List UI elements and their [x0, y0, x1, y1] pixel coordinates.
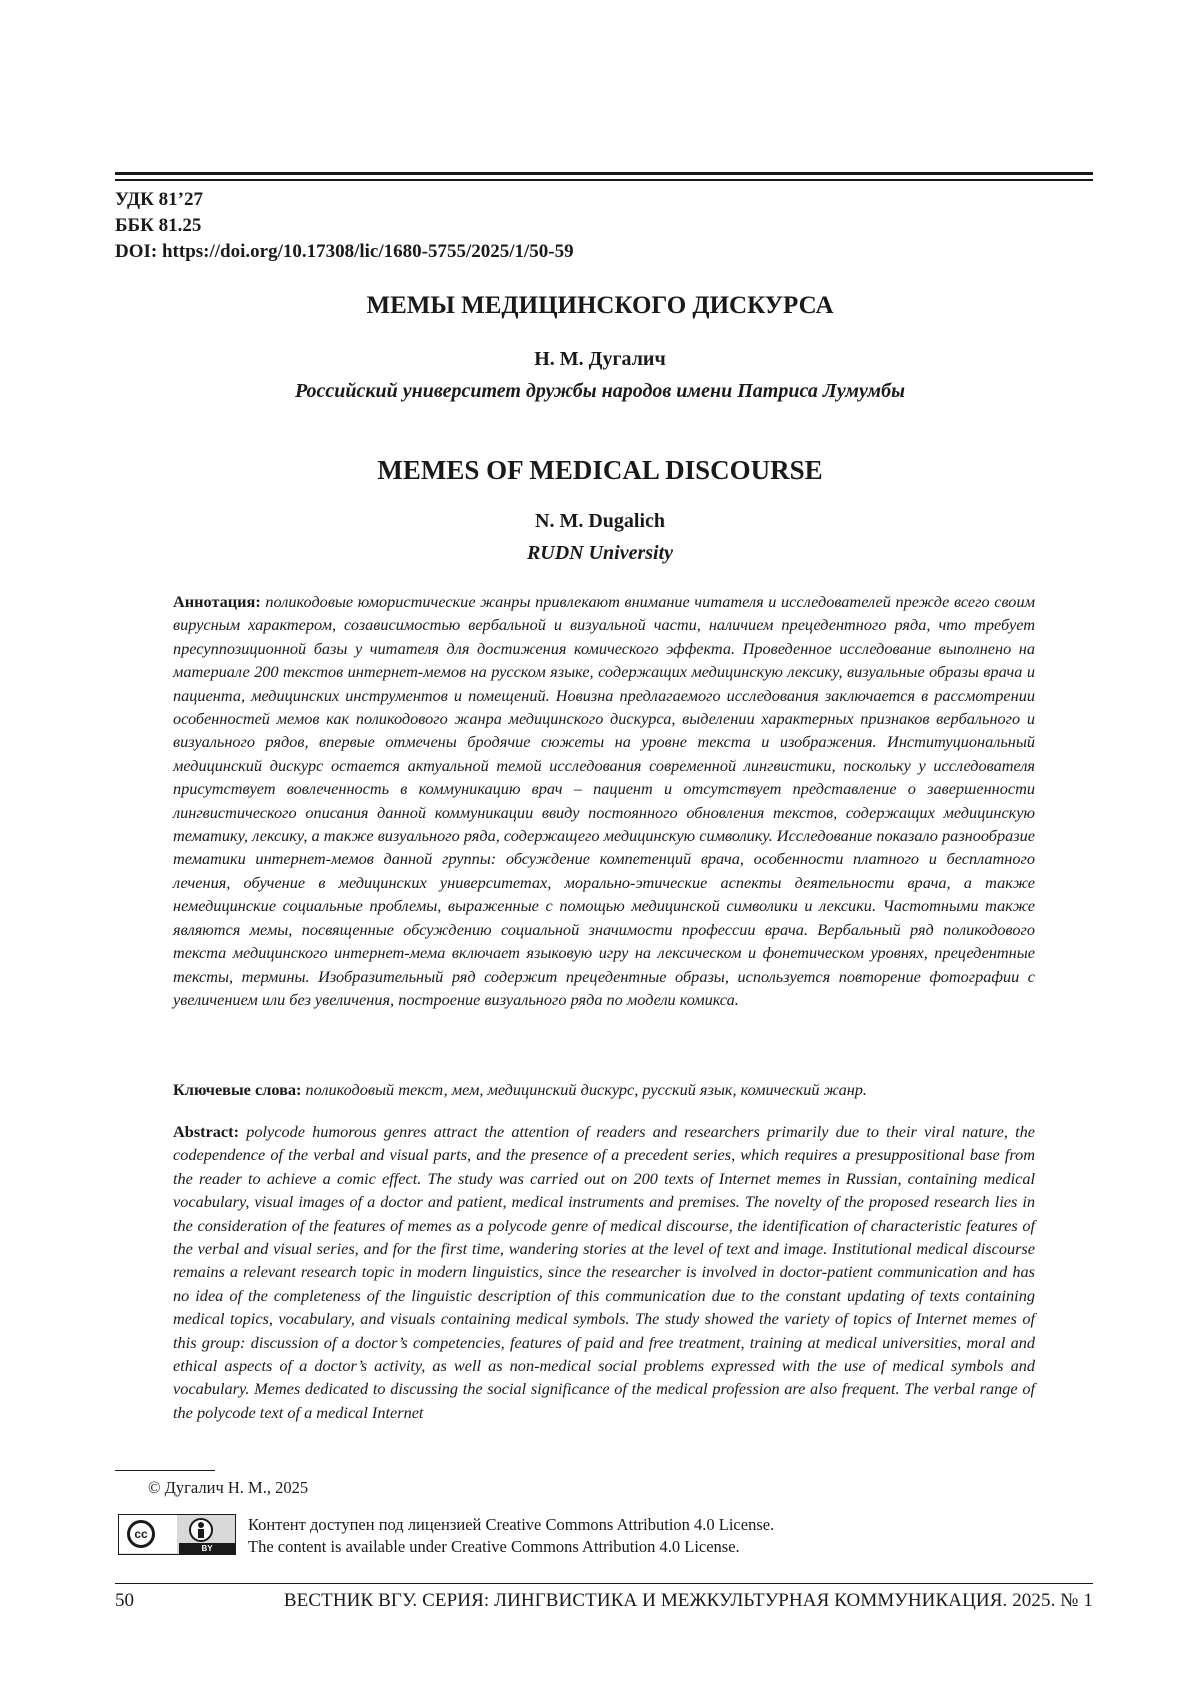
- footer-rule: [115, 1583, 1093, 1584]
- abstract-ru-label: Аннотация:: [173, 592, 261, 611]
- affiliation-en: RUDN University: [526, 542, 674, 564]
- classification-codes: [115, 187, 574, 265]
- affiliation-ru: Российский университет дружбы народов имени Патриса Лумумбы: [295, 380, 905, 402]
- article-title-ru: МЕМЫ МЕДИЦИНСКОГО ДИСКУРСА: [366, 292, 834, 319]
- doi-link[interactable]: DOI: https://doi.org/10.17308/lic/1680-5755/2025/1/50-59: [115, 241, 574, 262]
- cc-icon: cc: [127, 1520, 155, 1548]
- udk-code: УДК 81’27: [115, 189, 203, 210]
- license-en: The content is available under Creative Commons Attribution 4.0 License.: [248, 1537, 740, 1556]
- abstract-ru-text: поликодовые юмористические жанры привлекают внимание читателя и исследователей прежде всего своим вирусным характером, созависимостью вербальной и визуальной части, наличием прецедентного ряда, что требует пресуппозиционной базы у читателя для достижения комического эффекта. Проведенное исследование выполнено на материале 200 текстов интернет-мемов на русском языке, содержащих медицинскую лексику, визуальные образы врача и пациента, медицинских инструментов и помещений. Новизна предлагаемого исследования заключается в рассмотрении особенностей мемов как поликодового жанра медицинского дискурса, выделении характерных признаков вербального и визуального рядов, впервые отмечены бродячие сюжеты на уровне текста и изображения. Институциональный медицинский дискурс остается актуальной темой исследования современной лингвистики, поскольку у исследователя присутствует вовлеченность в коммуникацию врач – пациент и отсутствует представление о завершенности лингвистического описания данной коммуникации ввиду постоянного обновления текстов, содержащих медицинскую тематику, лексику, а также визуального ряда, содержащего медицинскую символику. Исследование показало разнообразие тематики интернет-мемов данной группы: обсуждение компетенций врача, особенности платного и бесплатного лечения, обучение в медицинских университетах, морально-этические аспекты деятельности врача, а также немедицинские социальные проблемы, выраженные с помощью медицинской символики и лексики. Частотными также являются мемы, посвященные обсуждению социальной значимости профессии врача. Вербальный ряд поликодового текста медицинского интернет-мема включает языковую игру на лексическом и фонетическом уровнях, прецедентные тексты, термины. Изобразительный ряд содержит прецедентные образы, используется повторение фотографии с увеличением или без увеличения, построение визуального ряда по модели комикса.: [173, 592, 1035, 1009]
- license-text: [248, 1514, 774, 1558]
- header-rule-thick: [115, 172, 1093, 175]
- author-name-ru: Н. М. Дугалич: [534, 348, 666, 370]
- bbk-code: ББК 81.25: [115, 215, 202, 236]
- journal-name: ВЕСТНИК ВГУ. СЕРИЯ: ЛИНГВИСТИКА И МЕЖКУЛЬТУРНАЯ КОММУНИКАЦИЯ. 2025. № 1: [283, 1590, 1093, 1611]
- by-label: BY: [179, 1543, 235, 1554]
- cc-by-badge[interactable]: [118, 1514, 236, 1555]
- footnote-rule: [115, 1470, 215, 1471]
- copyright-note: © Дугалич Н. М., 2025: [148, 1478, 309, 1497]
- article-title-en: MEMES OF MEDICAL DISCOURSE: [377, 455, 823, 485]
- keywords-ru: [173, 1078, 1035, 1101]
- license-ru: Контент доступен под лицензией Creative Commons Attribution 4.0 License.: [248, 1515, 775, 1534]
- keywords-ru-label: Ключевые слова:: [173, 1080, 302, 1099]
- header-rule-thin: [115, 179, 1093, 181]
- attribution-person-icon: [189, 1518, 213, 1542]
- abstract-en: [173, 1120, 1035, 1424]
- abstract-en-text: polycode humorous genres attract the attention of readers and researchers primarily due to their viral nature, the codependence of the verbal and visual parts, and the presence of a precedent series, which requires a presuppositional base from the reader to achieve a comic effect. The study was carried out on 200 texts of Internet memes in Russian, containing medical vocabulary, visual images of a doctor and patient, medical instruments and premises. The novelty of the proposed research lies in the consideration of the features of memes as a polycode genre of medical discourse, the identification of characteristic features of the verbal and visual series, and for the first time, wandering stories at the level of text and image. Institutional medical discourse remains a relevant research topic in modern linguistics, since the researcher is involved in doctor-patient communication and has no idea of the completeness of the linguistic description of this communication due to the constant updating of texts containing medical topics, vocabulary, and visuals containing medical symbols. The study showed the variety of topics of Internet memes of this group: discussion of a doctor’s competencies, features of paid and free treatment, training at medical universities, moral and ethical aspects of a doctor’s activity, as well as non-medical social problems expressed with the use of medical symbols and vocabulary. Memes dedicated to discussing the social significance of the medical profession are also frequent. The verbal range of the polycode text of a medical Internet: [173, 1122, 1035, 1422]
- author-name-en: N. M. Dugalich: [535, 510, 665, 532]
- abstract-ru: [173, 590, 1035, 1011]
- page-number: 50: [115, 1590, 134, 1611]
- abstract-en-label: Abstract:: [173, 1122, 240, 1141]
- keywords-ru-text: поликодовый текст, мем, медицинский дискурс, русский язык, комический жанр.: [305, 1080, 868, 1099]
